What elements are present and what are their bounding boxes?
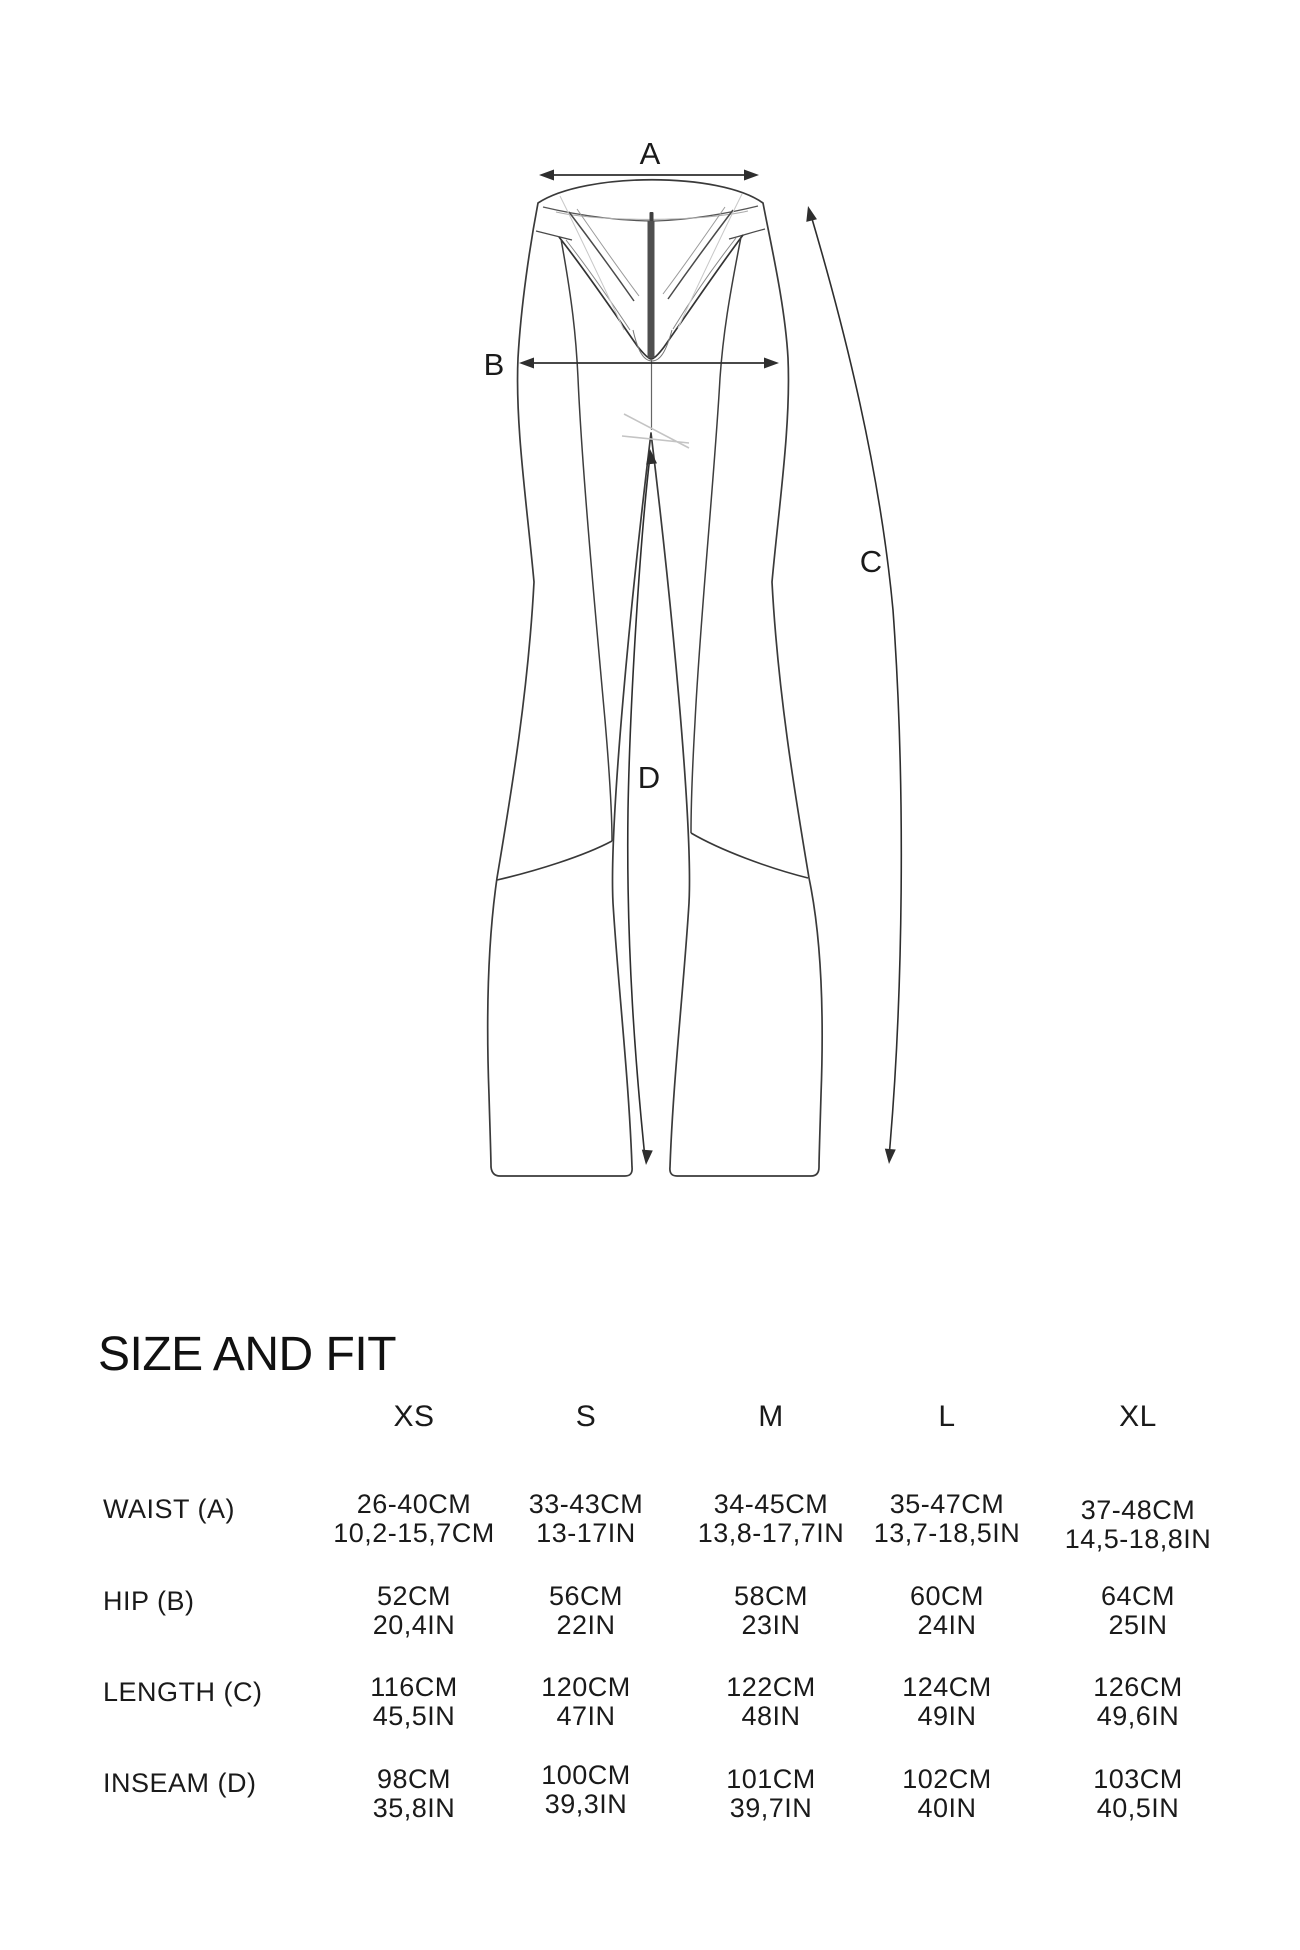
column-header-m: M bbox=[758, 1400, 784, 1433]
value-cm: 126CM bbox=[1093, 1672, 1183, 1702]
size-cell-hip-l bbox=[842, 1582, 1052, 1640]
value-cm: 60CM bbox=[909, 1581, 985, 1611]
value-cm: 26-40CM bbox=[356, 1489, 472, 1519]
value-in: 13-17IN bbox=[536, 1518, 636, 1548]
value-cm: 124CM bbox=[902, 1672, 992, 1702]
value-cm: 37-48CM bbox=[1080, 1495, 1196, 1525]
size-cell-length-l bbox=[842, 1673, 1052, 1731]
pants-silhouette bbox=[488, 180, 823, 1176]
column-header-s: S bbox=[575, 1400, 597, 1433]
value-in: 40,5IN bbox=[1096, 1793, 1180, 1823]
value-in: 47IN bbox=[556, 1701, 616, 1731]
value-cm: 35-47CM bbox=[889, 1489, 1005, 1519]
label-C: C bbox=[859, 544, 883, 579]
value-in: 25IN bbox=[1108, 1610, 1168, 1640]
size-cell-hip-xl bbox=[1033, 1582, 1243, 1640]
value-in: 13,8-17,7IN bbox=[697, 1518, 845, 1548]
page-title: SIZE AND FIT bbox=[98, 1328, 397, 1381]
row-label-inseam: INSEAM (D) bbox=[103, 1768, 257, 1798]
value-cm: 64CM bbox=[1100, 1581, 1176, 1611]
value-in: 23IN bbox=[741, 1610, 801, 1640]
value-cm: 122CM bbox=[726, 1672, 816, 1702]
label-D: D bbox=[637, 760, 661, 795]
zipper-pull bbox=[650, 212, 654, 221]
value-cm: 98CM bbox=[376, 1764, 452, 1794]
value-cm: 102CM bbox=[902, 1764, 992, 1794]
value-in: 39,7IN bbox=[729, 1793, 813, 1823]
value-cm: 58CM bbox=[733, 1581, 809, 1611]
column-header-l: L bbox=[938, 1400, 956, 1433]
column-header-xs: XS bbox=[393, 1400, 435, 1433]
zipper-bar bbox=[648, 221, 655, 358]
column-header-xl: XL bbox=[1119, 1400, 1157, 1433]
measure-arrow-waist-A bbox=[539, 170, 759, 181]
value-cm: 33-43CM bbox=[528, 1489, 644, 1519]
value-cm: 120CM bbox=[541, 1672, 631, 1702]
value-cm: 116CM bbox=[370, 1672, 458, 1702]
value-in: 48IN bbox=[741, 1701, 801, 1731]
size-cell-waist-xl bbox=[1033, 1496, 1243, 1554]
label-B: B bbox=[483, 347, 505, 382]
value-in: 49IN bbox=[917, 1701, 977, 1731]
value-cm: 34-45CM bbox=[713, 1489, 829, 1519]
value-in: 49,6IN bbox=[1096, 1701, 1180, 1731]
size-cell-waist-l bbox=[842, 1490, 1052, 1548]
value-in: 20,4IN bbox=[372, 1610, 456, 1640]
value-in: 13,7-18,5IN bbox=[873, 1518, 1021, 1548]
row-label-waist: WAIST (A) bbox=[103, 1494, 235, 1524]
value-cm: 56CM bbox=[548, 1581, 624, 1611]
row-label-hip: HIP (B) bbox=[103, 1586, 195, 1616]
label-A: A bbox=[639, 136, 661, 171]
value-in: 22IN bbox=[556, 1610, 616, 1640]
size-cell-length-s bbox=[481, 1673, 691, 1731]
row-label-length: LENGTH (C) bbox=[103, 1677, 263, 1707]
value-in: 14,5-18,8IN bbox=[1064, 1524, 1212, 1554]
size-cell-length-xl bbox=[1033, 1673, 1243, 1731]
value-in: 45,5IN bbox=[372, 1701, 456, 1731]
size-cell-inseam-l bbox=[842, 1765, 1052, 1823]
value-cm: 52CM bbox=[376, 1581, 452, 1611]
value-in: 10,2-15,7CM bbox=[333, 1518, 495, 1548]
value-in: 35,8IN bbox=[372, 1793, 456, 1823]
size-cell-waist-s bbox=[481, 1490, 691, 1548]
value-cm: 103CM bbox=[1093, 1764, 1183, 1794]
value-in: 40IN bbox=[917, 1793, 977, 1823]
value-in: 39,3IN bbox=[544, 1789, 628, 1819]
value-cm: 101CM bbox=[726, 1764, 816, 1794]
size-cell-inseam-s bbox=[481, 1761, 691, 1819]
value-cm: 100CM bbox=[541, 1760, 631, 1790]
size-cell-inseam-xl bbox=[1033, 1765, 1243, 1823]
size-cell-hip-s bbox=[481, 1582, 691, 1640]
value-in: 24IN bbox=[917, 1610, 977, 1640]
